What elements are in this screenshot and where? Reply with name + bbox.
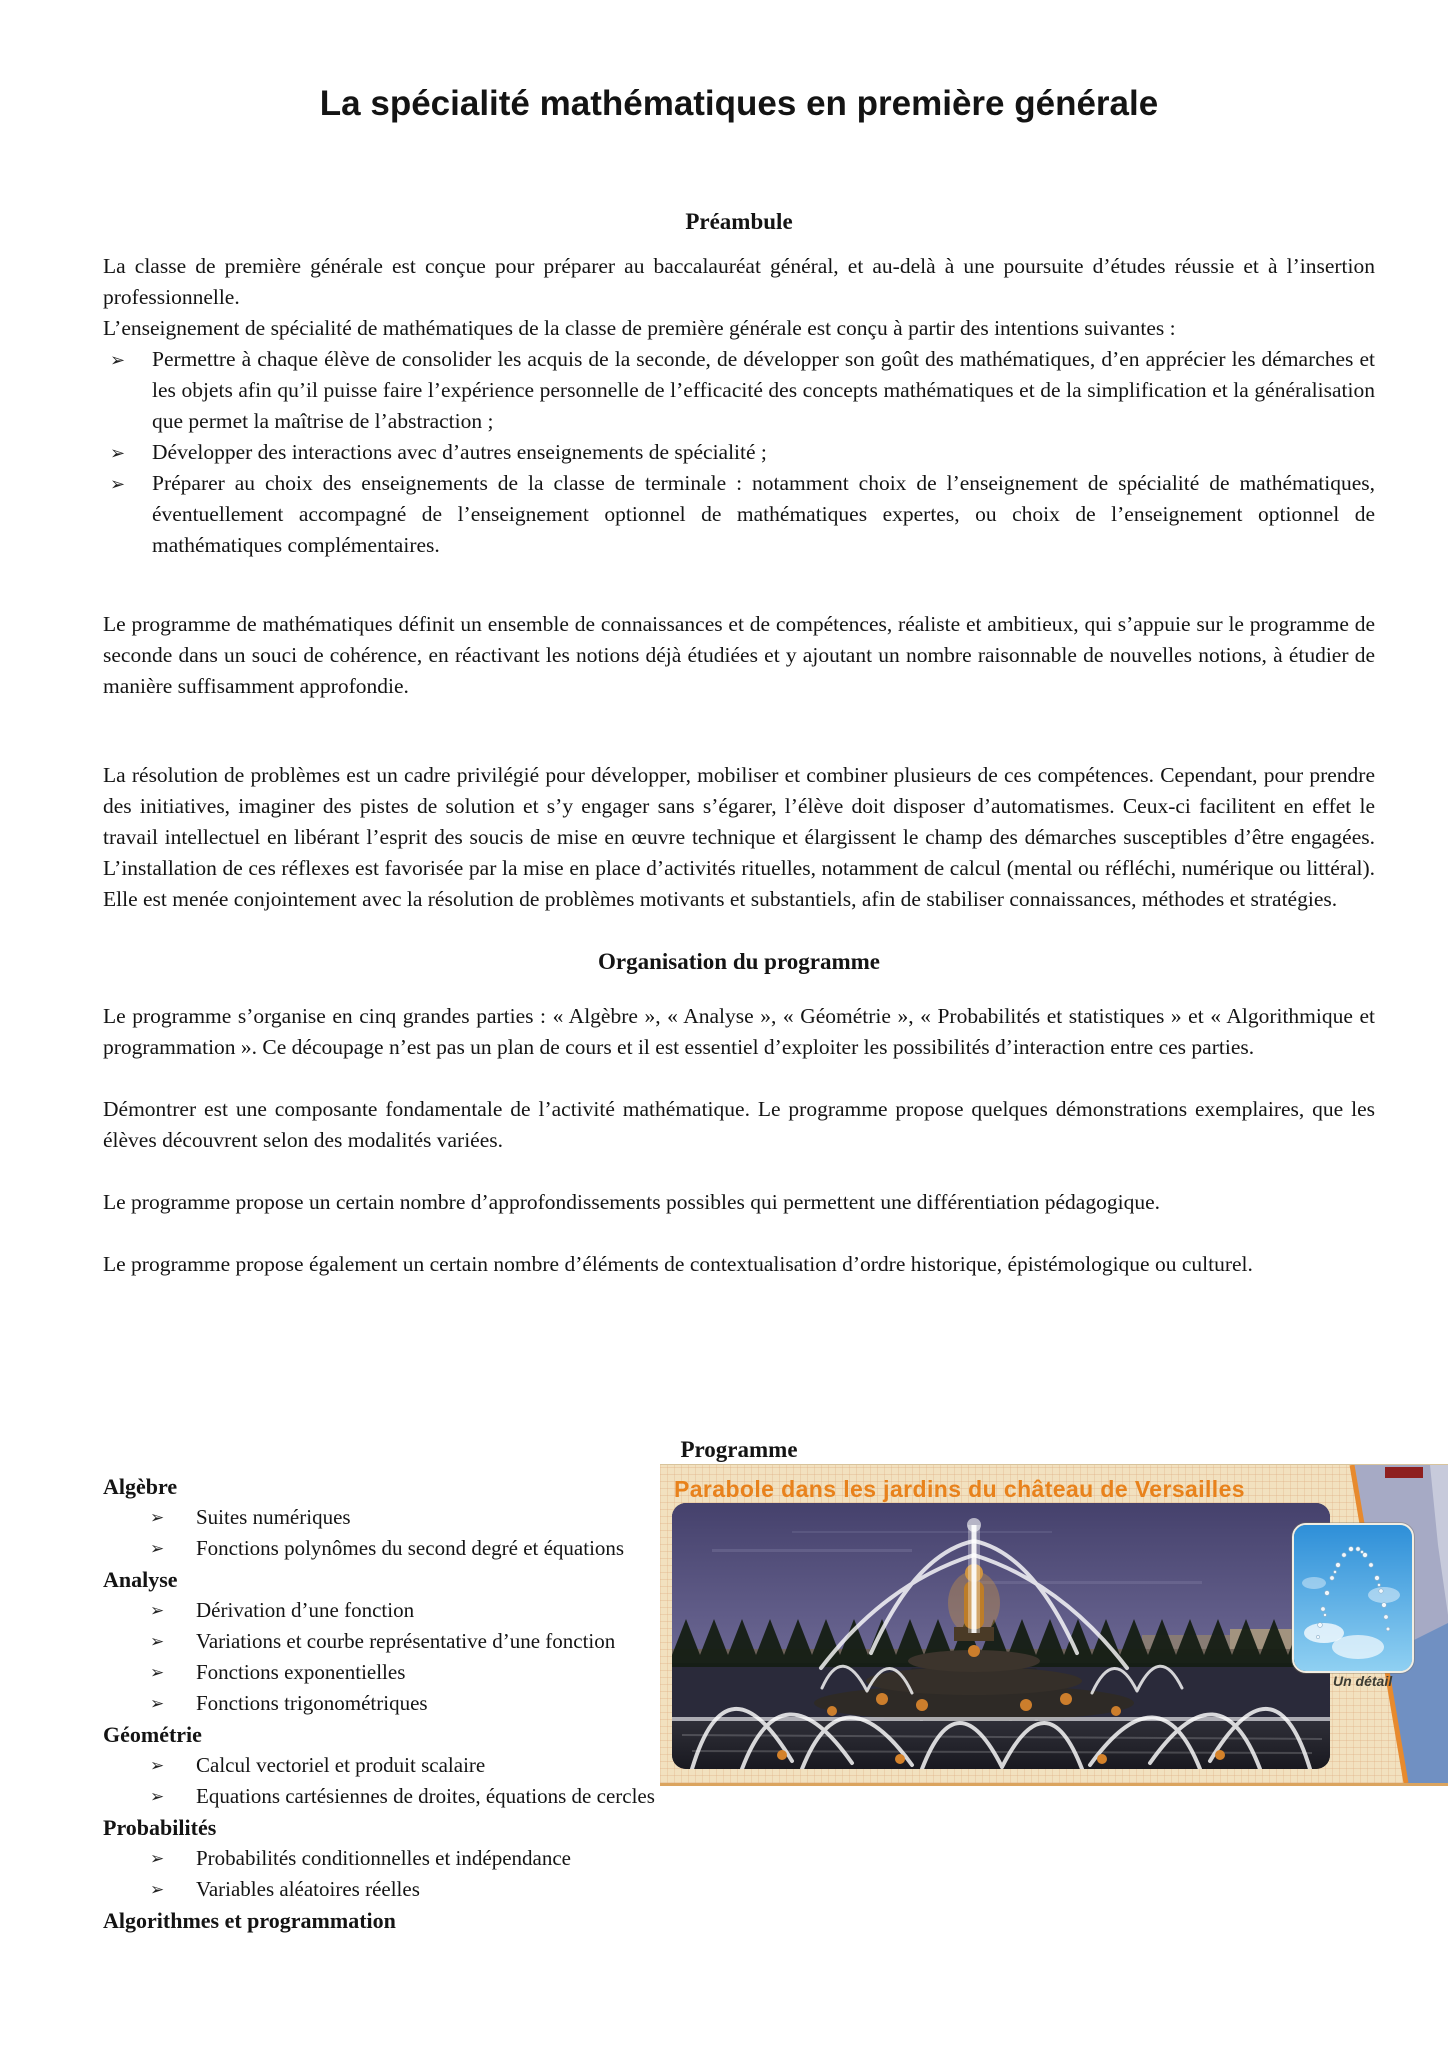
- outline-item: [103, 1657, 1375, 1688]
- arrow-bullet-icon: ➢: [150, 1601, 165, 1621]
- outline-item-text: Suites numériques: [196, 1505, 351, 1529]
- bullet-item: [103, 344, 1375, 437]
- paragraph: [103, 1249, 1375, 1280]
- outline-category: Géométrie: [103, 1722, 202, 1747]
- paragraph: [103, 1001, 1375, 1063]
- paragraph: [103, 609, 1375, 702]
- red-tab-mark: [1385, 1467, 1423, 1478]
- outline-item: [103, 1626, 1375, 1657]
- organisation-para4: Le programme propose également un certain nombre d’éléments de contextualisation d’ordre historique, épistémologique ou culturel.: [103, 1252, 1253, 1276]
- inset-label: Un détail: [1333, 1673, 1393, 1689]
- outline-item-text: Equations cartésiennes de droites, équations de cercles: [196, 1784, 655, 1808]
- outline-item-text: Dérivation d’une fonction: [196, 1598, 415, 1622]
- arrow-bullet-icon: ➢: [150, 1787, 165, 1807]
- arrow-bullet-icon: ➢: [150, 1508, 165, 1528]
- paragraph: [103, 313, 1375, 344]
- outline-category: Probabilités: [103, 1815, 217, 1840]
- outline-item-text: Fonctions polynômes du second degré et équations: [196, 1536, 625, 1560]
- bullet-item: [103, 468, 1375, 561]
- outline-category: Analyse: [103, 1567, 178, 1592]
- paragraph: [103, 1187, 1375, 1218]
- arrow-bullet-icon: ➢: [110, 474, 126, 495]
- outline-item: [103, 1595, 1375, 1626]
- outline-item-text: Variables aléatoires réelles: [196, 1877, 420, 1901]
- outline-item: [103, 1750, 1375, 1781]
- organisation-para1: Le programme s’organise en cinq grandes parties : « Algèbre », « Analyse », « Géométrie », « Probabilités et statistiques » et « Algorithmique et programmation ». Ce découpage n’est pas un plan de cours et il est essentiel d’exploiter les possibilités d’interaction entre ces parties.: [103, 1004, 1375, 1059]
- programme-section: [103, 1434, 1375, 1936]
- arrow-bullet-icon: ➢: [150, 1694, 165, 1714]
- outline-item: [103, 1533, 1375, 1564]
- arrow-bullet-icon: ➢: [150, 1632, 165, 1652]
- heading-organisation: Organisation du programme: [598, 949, 880, 974]
- heading-preambule: Préambule: [685, 209, 793, 234]
- arrow-bullet-icon: ➢: [150, 1539, 165, 1559]
- figure-caption: Parabole dans les jardins du château de Versailles: [674, 1476, 1245, 1502]
- bullet-text: Permettre à chaque élève de consolider les acquis de la seconde, de développer son goût des mathématiques, d’en apprécier les démarches et les objets afin qu’il puisse faire l’expérience personnelle de l’efficacité des concepts mathématiques et de la simplification et la généralisation que permet la maîtrise de l’abstraction ;: [152, 347, 1375, 433]
- arrow-bullet-icon: ➢: [110, 443, 126, 464]
- outline-item-text: Variations et courbe représentative d’une fonction: [196, 1629, 616, 1653]
- preambule-para2: L’enseignement de spécialité de mathématiques de la classe de première générale est conçu à partir des intentions suivantes :: [103, 316, 1176, 340]
- organisation-para3: Le programme propose un certain nombre d’approfondissements possibles qui permettent une différentiation pédagogique.: [103, 1190, 1160, 1214]
- paragraph: [103, 760, 1375, 915]
- bullet-text: Développer des interactions avec d’autres enseignements de spécialité ;: [152, 440, 767, 464]
- arrow-bullet-icon: ➢: [150, 1756, 165, 1776]
- preambule-para4: La résolution de problèmes est un cadre privilégié pour développer, mobiliser et combiner plusieurs de ces compétences. Cependant, pour prendre des initiatives, imaginer des pistes de solution et s’y engager sans s’égarer, l’élève doit disposer d’automatismes. Ceux-ci facilitent en effet le travail intellectuel en libérant l’esprit des soucis de mise en œuvre technique et élargissent le champ des démarches susceptibles d’être engagées. L’installation de ces réflexes est favorisée par la mise en place d’activités rituelles, notamment de calcul (mental ou réfléchi, numérique ou littéral). Elle est menée conjointement avec la résolution de problèmes motivants et substantiels, afin de stabiliser connaissances, méthodes et stratégies.: [103, 763, 1375, 911]
- page-title: La spécialité mathématiques en première générale: [319, 84, 1159, 123]
- outline-item: [103, 1502, 1375, 1533]
- outline-item-text: Fonctions exponentielles: [196, 1660, 406, 1684]
- document-body: [103, 84, 1375, 1280]
- outline-category: Algèbre: [103, 1474, 178, 1499]
- arrow-bullet-icon: ➢: [150, 1663, 165, 1683]
- bullet-text: Préparer au choix des enseignements de la classe de terminale : notamment choix de l’enseignement de spécialité de mathématiques, éventuellement accompagné de l’enseignement optionnel de mathématiques expertes, ou choix de l’enseignement optionnel de mathématiques complémentaires.: [152, 471, 1375, 557]
- outline-item-text: Fonctions trigonométriques: [196, 1691, 428, 1715]
- paragraph: [103, 251, 1375, 313]
- bullet-item: [103, 437, 1375, 468]
- arrow-bullet-icon: ➢: [150, 1880, 165, 1900]
- outline-item: [103, 1874, 1375, 1905]
- organisation-para2: Démontrer est une composante fondamentale de l’activité mathématique. Le programme propose quelques démonstrations exemplaires, que les élèves découvrent selon des modalités variées.: [103, 1097, 1375, 1152]
- arrow-bullet-icon: ➢: [150, 1849, 165, 1869]
- preambule-para3: Le programme de mathématiques définit un ensemble de connaissances et de compétences, réaliste et ambitieux, qui s’appuie sur le programme de seconde dans un souci de cohérence, en réactivant les notions déjà étudiées et y ajoutant un nombre raisonnable de nouvelles notions, à étudier de manière suffisamment approfondie.: [103, 612, 1375, 698]
- outline-item-text: Calcul vectoriel et produit scalaire: [196, 1753, 486, 1777]
- arrow-bullet-icon: ➢: [110, 350, 126, 371]
- outline-item: [103, 1781, 1375, 1812]
- heading-programme: Programme: [680, 1437, 798, 1462]
- outline-category: Algorithmes et programmation: [103, 1908, 396, 1933]
- outline-item-text: Probabilités conditionnelles et indépendance: [196, 1846, 571, 1870]
- preambule-para1: La classe de première générale est conçue pour préparer au baccalauréat général, et au-delà à une poursuite d’études réussie et à l’insertion professionnelle.: [103, 254, 1375, 309]
- paragraph: [103, 1094, 1375, 1156]
- outline-item: [103, 1688, 1375, 1719]
- outline-item: [103, 1843, 1375, 1874]
